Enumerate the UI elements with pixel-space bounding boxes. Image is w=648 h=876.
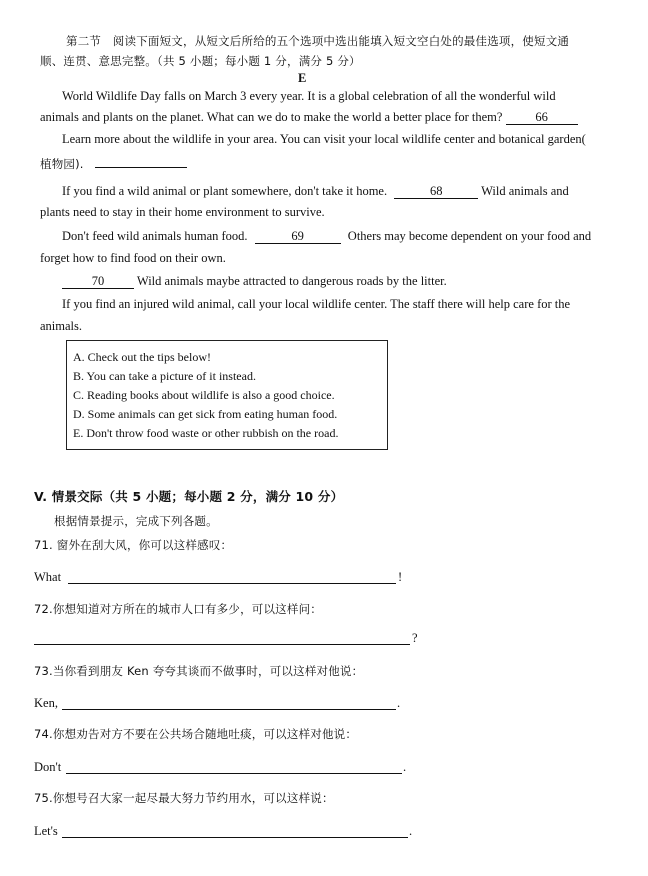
answer-75-line[interactable] (62, 837, 408, 838)
answer-71-start: What (34, 570, 62, 584)
blank-68[interactable]: 68 (394, 184, 478, 199)
answer-73-line[interactable] (62, 709, 396, 710)
blank-70[interactable]: 70 (62, 274, 134, 289)
question-72: 72.你想知道对方所在的城市人口有多少，可以这样问： (34, 602, 322, 616)
section5-instruction: 根据情景提示，完成下列各题。 (54, 514, 218, 528)
section5-heading: V. 情景交际（共 5 小题；每小题 2 分，满分 10 分） (34, 489, 344, 504)
passage-p5-line (62, 273, 447, 290)
option-a: A. Check out the tips below! (73, 350, 211, 364)
passage-p6-line2: animals. (40, 319, 83, 333)
passage-p2-line2 (40, 153, 187, 173)
passage-p4-text2: Others may become dependent on your food and (347, 229, 592, 243)
question-71: 71. 窗外在刮大风，你可以这样感叹： (34, 538, 233, 552)
answer-74-start: Don't (34, 760, 62, 774)
question-74: 74.你想劝告对方不要在公共场合随地吐痰，可以这样对他说： (34, 727, 358, 741)
option-c: C. Reading books about wildlife is also a good choice. (73, 388, 335, 402)
passage-p4-line2: forget how to find food on their own. (40, 251, 226, 265)
passage-p3-line1 (62, 183, 569, 200)
passage-p3-text2: Wild animals and (481, 184, 569, 198)
answer-75-end: . (409, 824, 413, 838)
section2-heading: 第二节 阅读下面短文，从短文后所给的五个选项中选出能填入短文空白处的最佳选项，使短文通 (66, 34, 570, 48)
answer-73-end: . (397, 696, 401, 710)
option-e: E. Don't throw food waste or other rubbish on the road. (73, 426, 339, 440)
question-73: 73.当你看到朋友 Ken 夸夸其谈而不做事时，可以这样对他说： (34, 664, 364, 678)
section2-heading-cont: 顺、连贯、意思完整。（共 5 小题；每小题 1 分，满分 5 分） (40, 54, 361, 68)
answer-74-end: . (403, 760, 407, 774)
option-b: B. You can take a picture of it instead. (73, 369, 256, 383)
passage-p1-line2 (40, 109, 578, 126)
answer-71-line[interactable] (68, 583, 396, 584)
passage-p6-line1: If you find an injured wild animal, call your local wildlife center. The staff there will help care for the (62, 297, 571, 311)
passage-p3-line2: plants need to stay in their home environment to survive. (40, 205, 325, 219)
passage-p1-line1: World Wildlife Day falls on March 3 every year. It is a global celebration of all the wonderful wild (62, 89, 556, 103)
answer-73-start: Ken, (34, 696, 58, 710)
passage-p4-line1 (62, 228, 591, 245)
passage-p2-line1: Learn more about the wildlife in your area. You can visit your local wildlife center and botanical garden( (62, 132, 586, 146)
answer-72-line[interactable] (34, 644, 410, 645)
answer-75-start: Let's (34, 824, 58, 838)
passage-p4-text: Don't feed wild animals human food. (62, 229, 248, 243)
question-75: 75.你想号召大家一起尽最大努力节约用水，可以这样说： (34, 791, 334, 805)
blank-66[interactable]: 66 (506, 110, 578, 125)
blank-69[interactable]: 69 (255, 229, 341, 244)
passage-p5-text: Wild animals maybe attracted to dangerous roads by the litter. (136, 274, 447, 288)
option-d: D. Some animals can get sick from eating human food. (73, 407, 338, 421)
passage-p3-text: If you find a wild animal or plant somewhere, don't take it home. (62, 184, 388, 198)
passage-letter: E (298, 71, 307, 85)
answer-71-end: ! (398, 570, 403, 584)
answer-72-end: ? (412, 631, 418, 645)
blank-67[interactable] (95, 153, 187, 168)
options-box (66, 340, 388, 450)
answer-74-line[interactable] (66, 773, 402, 774)
passage-p2-text: 植物园). (40, 157, 84, 171)
passage-p1-text: animals and plants on the planet. What can we do to make the world a better place for them? (40, 110, 503, 124)
